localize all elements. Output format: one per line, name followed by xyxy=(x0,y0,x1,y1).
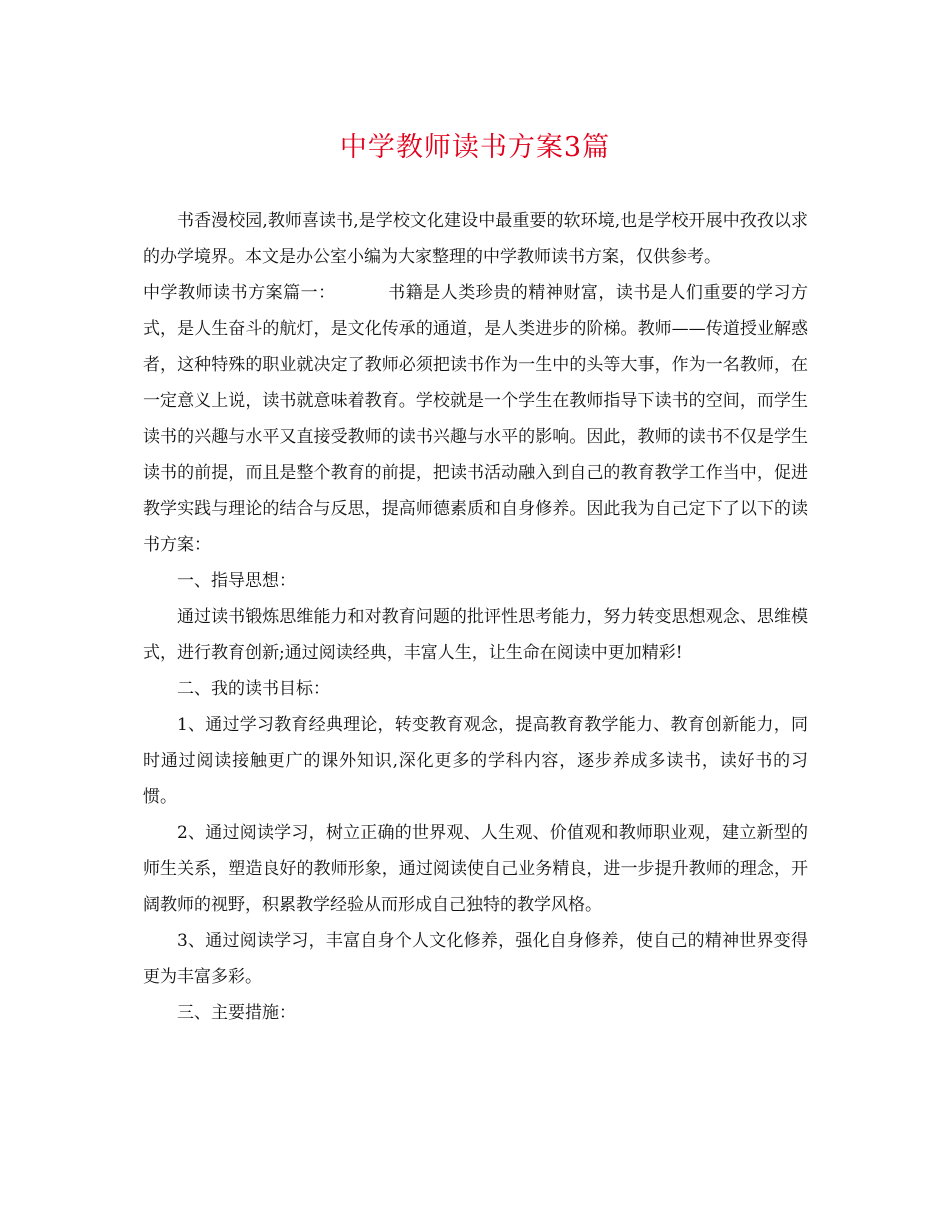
guiding-thought-paragraph: 通过读书锻炼思维能力和对教育问题的批评性思考能力，努力转变思想观念、思维模式，进行教育创新;通过阅读经典，丰富人生，让生命在阅读中更加精彩! xyxy=(143,607,808,663)
section1-text: 书籍是人类珍贵的精神财富，读书是人们重要的学习方式，是人生奋斗的航灯，是文化传承的通道，是人类进步的阶梯。教师——传道授业解惑者，这种特殊的职业就决定了教师必须把读书作为一生中的头等大事，作为一名教师，在一定意义上说，读书就意味着教育。学校就是一个学生在教师指导下读书的空间，而学生读书的兴趣与水平又直接受教师的读书兴趣与水平的影响。因此，教师的读书不仅是学生读书的前提，而且是整个教育的前提，把读书活动融入到自己的教育教学工作当中，促进教学实践与理论的结合与反思，提高师德素质和自身修养。因此我为自己定下了以下的读书方案： xyxy=(143,283,809,555)
goal-3-paragraph: 3、通过阅读学习，丰富自身个人文化修养，强化自身修养，使自己的精神世界变得更为丰富多彩。 xyxy=(143,931,808,987)
heading-guiding-thought: 一、指导思想： xyxy=(177,571,296,591)
heading-main-measures: 三、主要措施： xyxy=(177,1003,296,1023)
goal-2-paragraph: 2、通过阅读学习，树立正确的世界观、人生观、价值观和教师职业观，建立新型的师生关系，塑造良好的教师形象，通过阅读使自己业务精良，进一步提升教师的理念，开阔教师的视野，积累教学经验从而形成自己独特的教学风格。 xyxy=(143,823,808,915)
section1-paragraph xyxy=(143,275,808,563)
heading-reading-goals: 二、我的读书目标： xyxy=(177,679,330,699)
document-title: 中学教师读书方案3篇 xyxy=(339,132,611,163)
intro-paragraph: 书香漫校园,教师喜读书,是学校文化建设中最重要的软环境,也是学校开展中孜孜以求的办学境界。本文是办公室小编为大家整理的中学教师读书方案，仅供参考。 xyxy=(143,211,808,267)
document-body xyxy=(143,203,808,1031)
goal-1-paragraph: 1、通过学习教育经典理论，转变教育观念，提高教育教学能力、教育创新能力，同时通过阅读接触更广的课外知识,深化更多的学科内容，逐步养成多读书，读好书的习惯。 xyxy=(143,715,808,807)
section1-label: 中学教师读书方案篇一： xyxy=(143,283,336,303)
